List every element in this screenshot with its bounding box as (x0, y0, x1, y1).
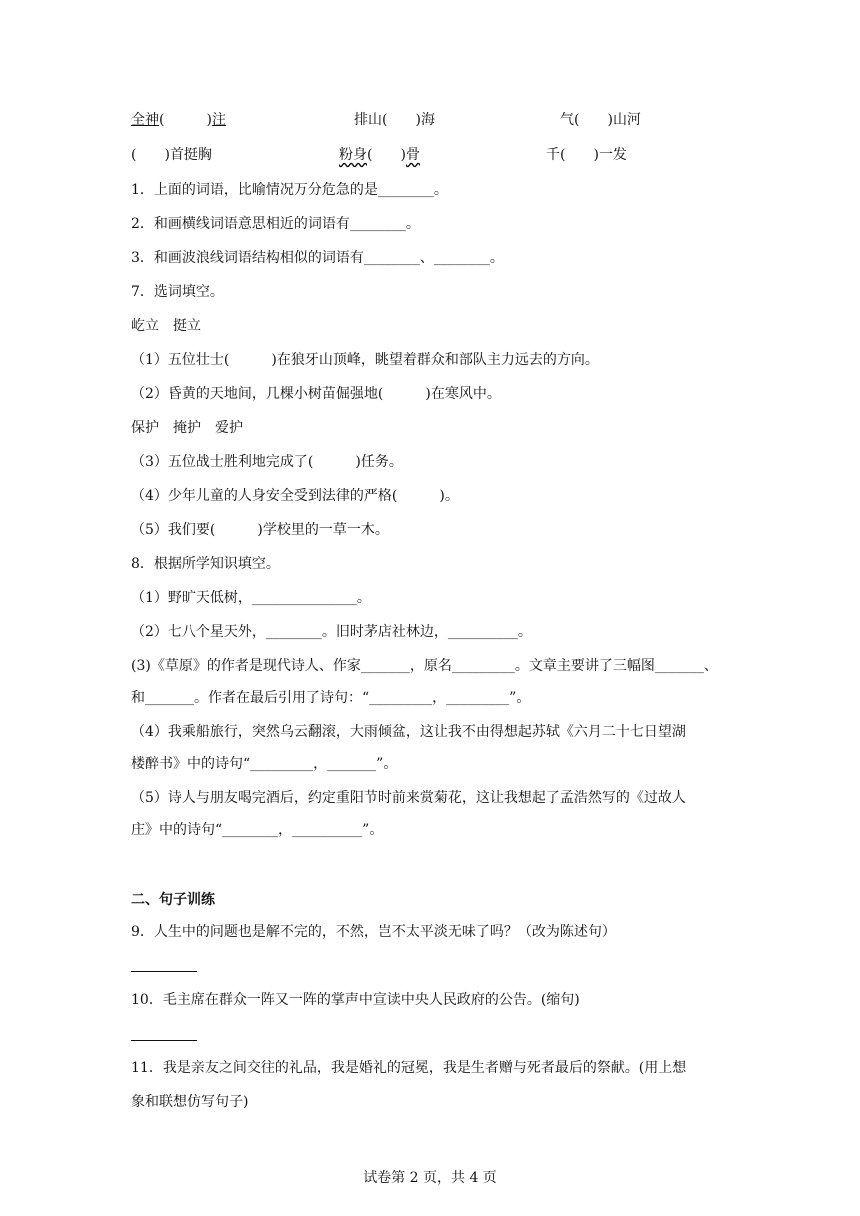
idiom-5-part-a: 粉身 (339, 147, 367, 163)
question-8-line-7: （5）诗人与朋友喝完酒后，约定重阳节时前来赏菊花，这让我想起了孟浩然写的《过故人 (131, 790, 686, 806)
idiom-1-part-a: 全神 (131, 112, 159, 128)
word-choice-group-1: 屹立 挺立 (131, 318, 201, 334)
idiom-3-part-a: 气 (560, 112, 574, 128)
idiom-4-part-b: 首挺胸 (169, 147, 212, 163)
idiom-6-blank: ( ) (560, 147, 599, 163)
idiom-1 (131, 110, 226, 130)
idiom-3-blank: ( ) (574, 112, 613, 128)
idiom-5 (339, 145, 420, 165)
answer-line-10 (131, 1040, 197, 1041)
page-footer: 试卷第 2 页，共 4 页 (363, 1170, 497, 1186)
word-choice-group-2: 保护 掩护 爱护 (131, 420, 243, 436)
idiom-2-blank: ( ) (382, 112, 421, 128)
idiom-6-part-b: 一发 (598, 147, 627, 163)
question-7-item-1: （1）五位壮士( )在狼牙山顶峰，眺望着群众和部队主力远去的方向。 (131, 352, 599, 368)
question-8-line-1: （1）野旷天低树，_______________。 (131, 590, 371, 606)
question-7-item-5: （5）我们要( )学校里的一草一木。 (131, 522, 389, 538)
question-8-line-8: 庄》中的诗句“________，__________”。 (131, 822, 384, 838)
idiom-6 (546, 145, 627, 165)
idiom-1-blank: ( ) (159, 112, 212, 128)
section-heading: 二、句子训练 (131, 892, 215, 908)
question-7-item-4: （4）少年儿童的人身安全受到法律的严格( )。 (131, 488, 459, 504)
idiom-2 (354, 110, 435, 130)
question-8-title: 8．根据所学知识填空。 (131, 556, 280, 572)
question-8-line-5: （4）我乘船旅行，突然乌云翻滚，大雨倾盆，这让我不由得想起苏轼《六月二十七日望湖 (131, 724, 686, 740)
question-10: 10．毛主席在群众一阵又一阵的掌声中宣读中央人民政府的公告。(缩句) (131, 992, 580, 1008)
question-3: 3．和画波浪线词语结构相似的词语有________、________。 (131, 250, 504, 266)
question-1: 1．上面的词语，比喻情况万分危急的是________。 (131, 182, 448, 198)
idiom-3 (560, 110, 641, 130)
question-9: 9．人生中的问题也是解不完的，不然，岂不太平淡无味了吗？（改为陈述句） (131, 924, 616, 940)
question-7-item-3: （3）五位战士胜利地完成了( )任务。 (131, 454, 403, 470)
question-8-line-6: 楼醉书》中的诗句“_________，_______”。 (131, 756, 398, 772)
question-11-line-1: 11．我是亲友之间交往的礼品，我是婚礼的冠冕，我是生者赠与死者最后的祭献。(用上想 (131, 1060, 687, 1076)
question-7-title: 7．选词填空。 (131, 284, 224, 300)
question-8-line-4: 和_______。作者在最后引用了诗句：“_________，_________”。 (131, 690, 531, 706)
idiom-5-blank: ( ) (367, 147, 406, 163)
idiom-2-part-b: 海 (420, 112, 435, 128)
answer-line-9 (131, 971, 197, 972)
idiom-3-part-b: 山河 (612, 112, 641, 128)
question-8-line-2: （2）七八个星天外，________。旧时茅店社林边，__________。 (131, 624, 532, 640)
question-11-line-2: 象和联想仿写句子) (131, 1094, 249, 1110)
idiom-6-part-a: 千 (546, 147, 560, 163)
question-2: 2．和画横线词语意思相近的词语有________。 (131, 216, 420, 232)
question-8-line-3: (3)《草原》的作者是现代诗人、作家_______，原名_________。文章主要讲了三幅图_______、 (131, 658, 718, 674)
idiom-4 (131, 145, 212, 165)
idiom-1-part-b: 注 (211, 112, 226, 128)
idiom-5-part-b: 骨 (405, 147, 420, 163)
question-7-item-2: （2）昏黄的天地间，几棵小树苗倔强地( )在寒风中。 (131, 386, 501, 402)
idiom-4-blank: ( ) (131, 147, 170, 163)
idiom-2-part-a: 排山 (354, 112, 382, 128)
